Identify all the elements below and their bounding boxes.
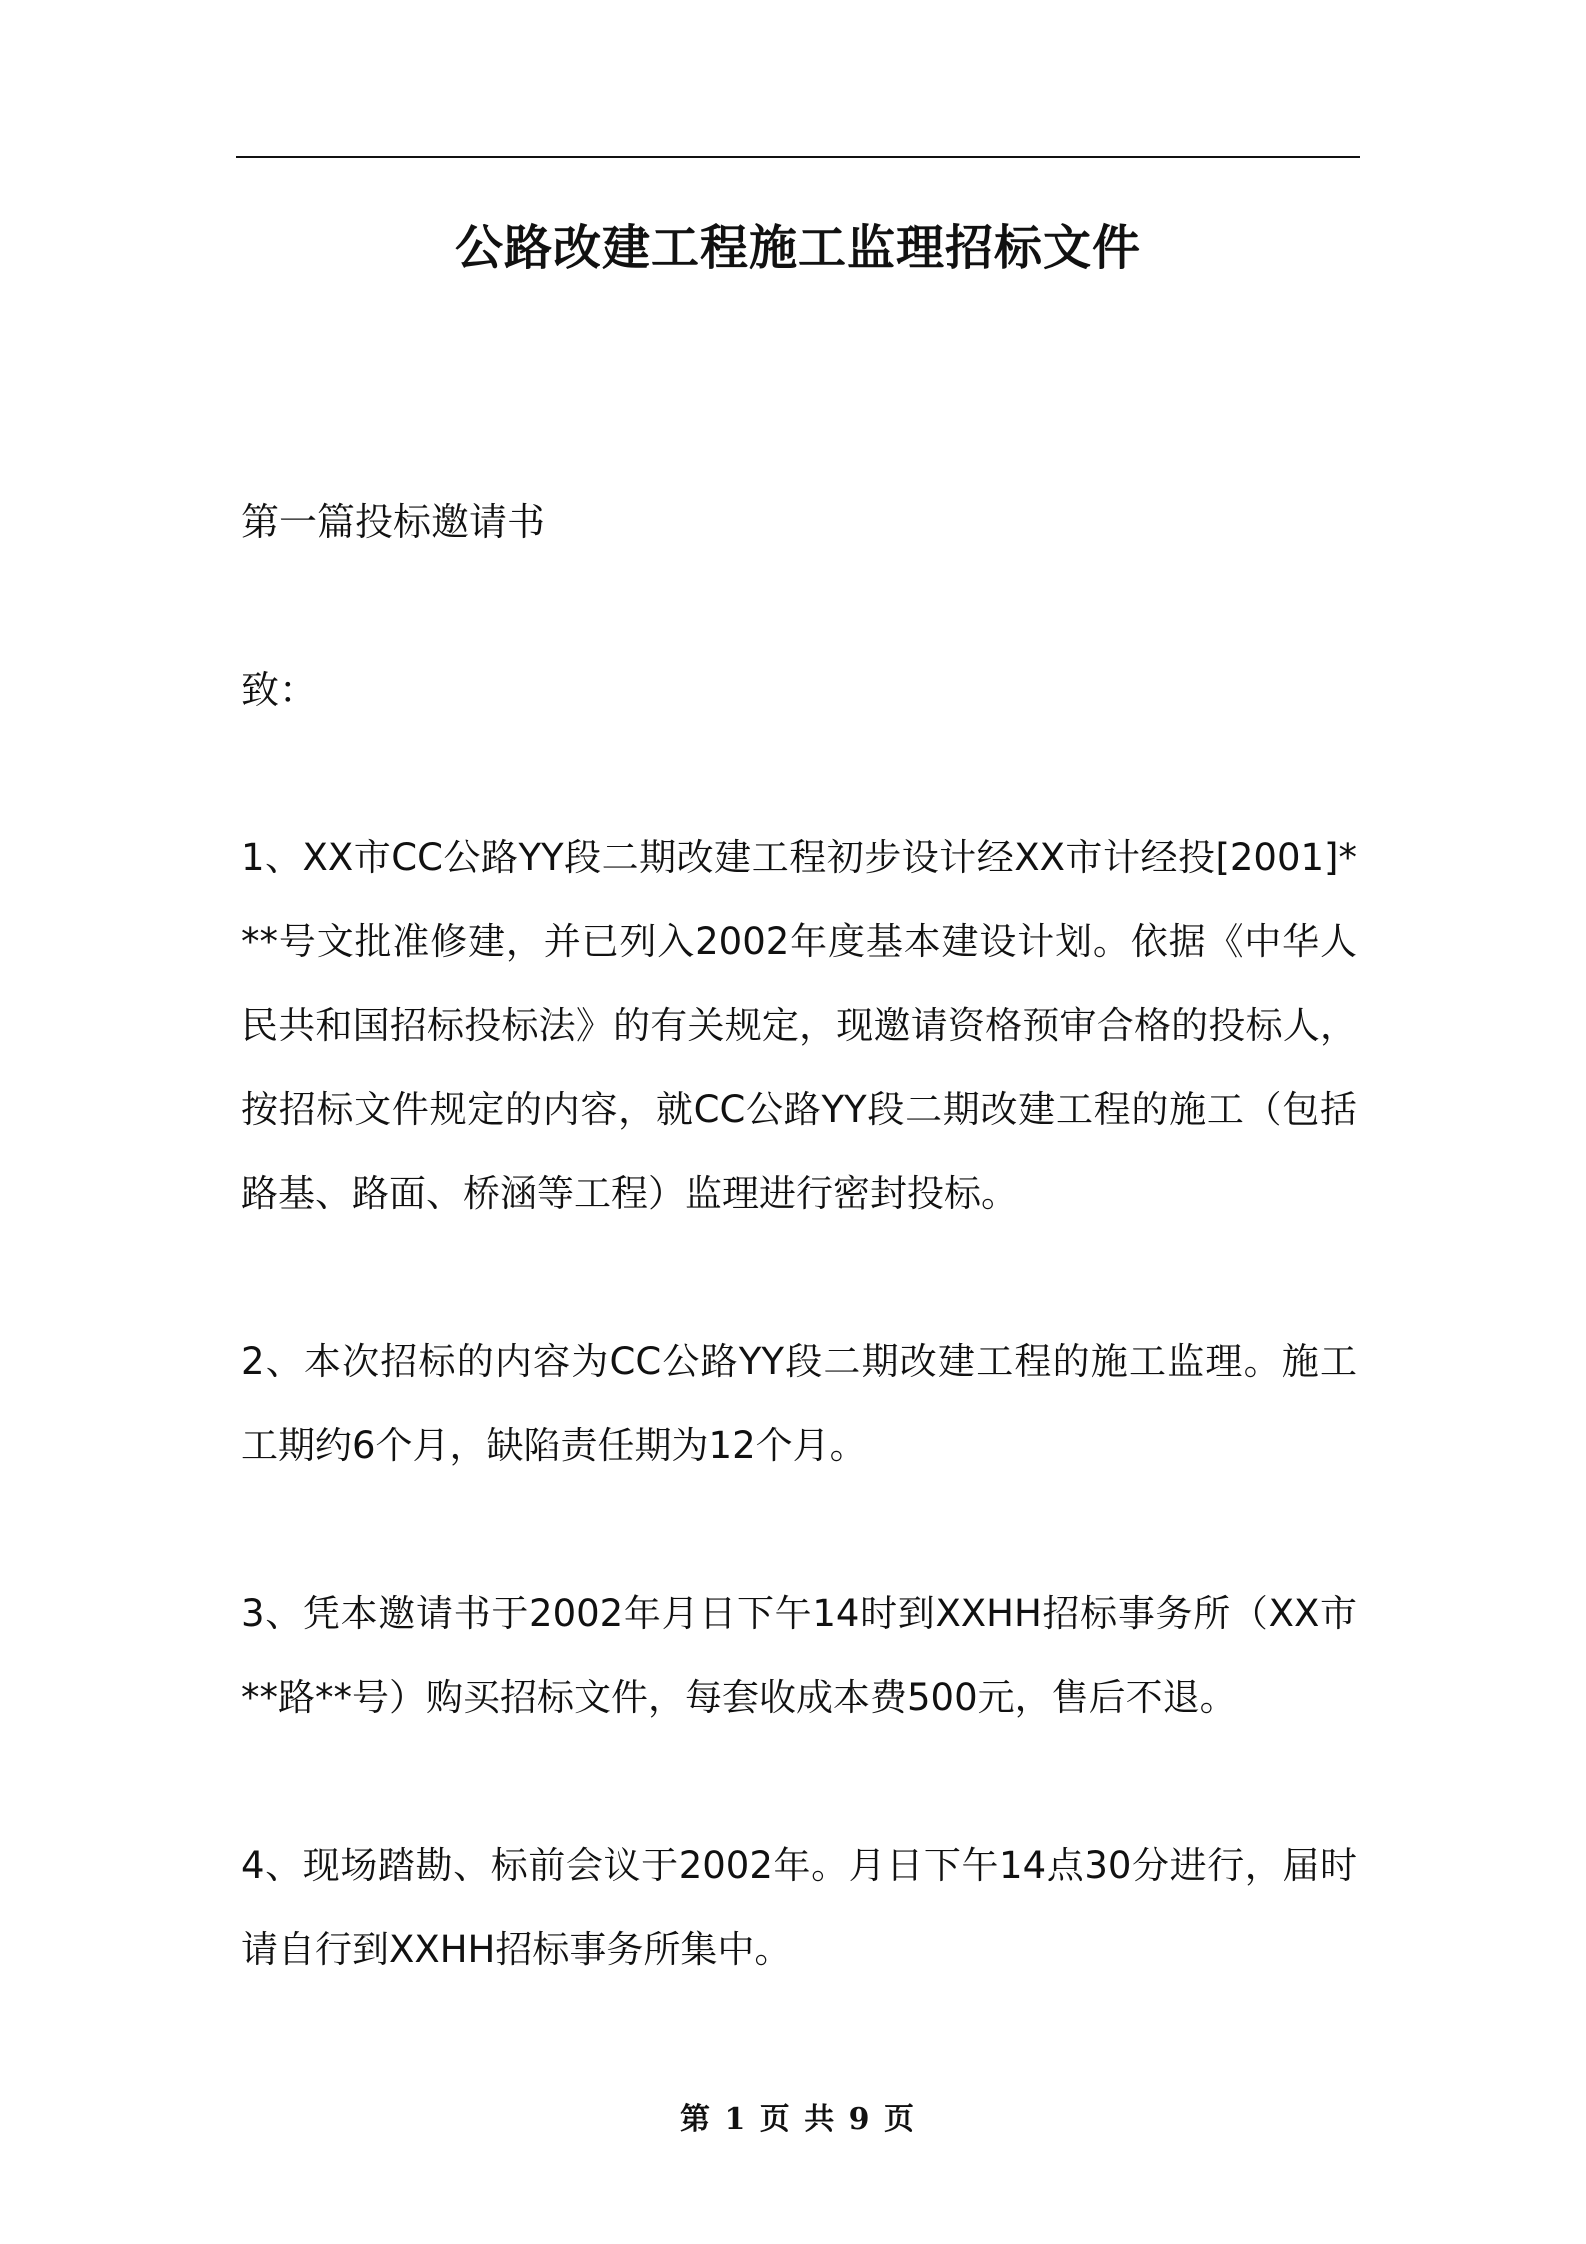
paragraph-2: 2、本次招标的内容为CC公路YY段二期改建工程的施工监理。施工工期约6个月，缺陷责任期为12个月。 <box>241 1340 1357 1467</box>
header-divider <box>236 156 1360 158</box>
document-title: 公路改建工程施工监理招标文件 <box>454 220 1141 276</box>
section-heading: 第一篇投标邀请书 <box>241 500 546 544</box>
page-footer: 第 1 页 共 9 页 <box>680 2102 916 2137</box>
paragraph-3: 3、凭本邀请书于2002年月日下午14时到XXHH招标事务所（XX市**路**号）购买招标文件，每套收成本费500元，售后不退。 <box>241 1592 1357 1719</box>
salutation: 致： <box>241 668 318 712</box>
paragraph-4: 4、现场踏勘、标前会议于2002年。月日下午14点30分进行，届时请自行到XXHH招标事务所集中。 <box>241 1844 1357 1971</box>
paragraph-1: 1、XX市CC公路YY段二期改建工程初步设计经XX市计经投[2001]***号文批准修建，并已列入2002年度基本建设计划。依据《中华人民共和国招标投标法》的有关规定，现邀请资格预审合格的投标人，按招标文件规定的内容，就CC公路YY段二期改建工程的施工（包括路基、路面、桥涵等工程）监理进行密封投标。 <box>241 836 1357 1215</box>
